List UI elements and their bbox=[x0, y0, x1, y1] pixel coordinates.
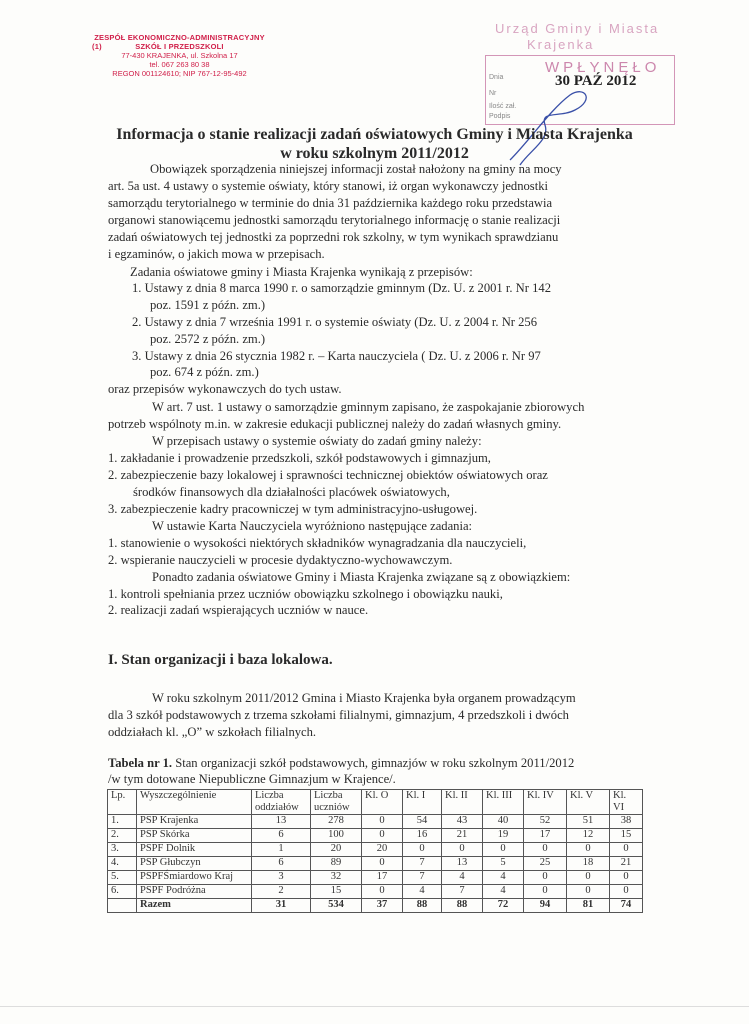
table-cell: 0 bbox=[362, 857, 403, 871]
col-header: Liczba oddziałów bbox=[252, 790, 311, 815]
table-cell: 3. bbox=[108, 843, 137, 857]
table-cell: 21 bbox=[442, 829, 483, 843]
law-item: 3. Ustawy z dnia 26 stycznia 1982 r. – Karta nauczyciela ( Dz. U. z 2006 r. Nr 97 bbox=[132, 349, 541, 363]
stamp-town: Krajenka bbox=[527, 37, 595, 52]
letterhead bbox=[92, 33, 267, 78]
table-cell: 0 bbox=[567, 843, 610, 857]
body-line: poz. 1591 z późn. zm.) bbox=[150, 298, 266, 312]
table-cell: 21 bbox=[610, 857, 643, 871]
table-cell: 4. bbox=[108, 857, 137, 871]
stamp-office: Urząd Gminy i Miasta bbox=[495, 21, 660, 36]
table-cell: 0 bbox=[362, 885, 403, 899]
task-item: 1. stanowienie o wysokości niektórych składników wynagradzania dla nauczycieli, bbox=[108, 536, 527, 550]
table-cell: 32 bbox=[311, 871, 362, 885]
col-header: Liczba uczniów bbox=[311, 790, 362, 815]
table-caption-line-2: /w tym dotowane Niepubliczne Gimnazjum w Krajence/. bbox=[108, 772, 396, 786]
body-line: potrzeb wspólnoty m.in. w zakresie edukacji publicznej należy do zadań własnych gminy. bbox=[108, 417, 562, 431]
table-cell: 0 bbox=[483, 843, 524, 857]
table-cell: 31 bbox=[252, 899, 311, 913]
body-line: oraz przepisów wykonawczych do tych ustaw. bbox=[108, 382, 342, 396]
table-cell: 17 bbox=[362, 871, 403, 885]
table-cell: 20 bbox=[362, 843, 403, 857]
stamp-received: WPŁYNĘŁO bbox=[545, 59, 661, 76]
table-cell: 0 bbox=[362, 829, 403, 843]
col-header: Kl. O bbox=[362, 790, 403, 815]
table-cell: 1 bbox=[252, 843, 311, 857]
letterhead-line-2: SZKÓŁ I PRZEDSZKOLI bbox=[135, 42, 224, 51]
table-cell: 0 bbox=[524, 871, 567, 885]
table-row bbox=[108, 829, 643, 843]
table-cell: 100 bbox=[311, 829, 362, 843]
table-cell: PSP Głubczyn bbox=[137, 857, 252, 871]
table-cell: 4 bbox=[483, 885, 524, 899]
body-line: W roku szkolnym 2011/2012 Gmina i Miasto Krajenka była organem prowadzącym bbox=[152, 691, 576, 705]
table-cell: 72 bbox=[483, 899, 524, 913]
table-cell: 2. bbox=[108, 829, 137, 843]
table-cell: 278 bbox=[311, 815, 362, 829]
stamp-date-label: Dnia bbox=[489, 74, 504, 81]
table-cell: 1. bbox=[108, 815, 137, 829]
table-row bbox=[108, 843, 643, 857]
body-line: zadań oświatowych tej jednostki za poprzedni rok szkolny, w tym wynikach sprawdzianu bbox=[108, 230, 559, 244]
table-cell: 15 bbox=[610, 829, 643, 843]
table-cell: PSPF Dolnik bbox=[137, 843, 252, 857]
task-item: 2. realizacji zadań wspierających uczniów w nauce. bbox=[108, 603, 369, 617]
table-cell: 0 bbox=[403, 843, 442, 857]
body-line: W przepisach ustawy o systemie oświaty do zadań gminy należy: bbox=[152, 434, 482, 448]
table-cell: 20 bbox=[311, 843, 362, 857]
body-line: W ustawie Karta Nauczyciela wyróżniono następujące zadania: bbox=[152, 519, 473, 533]
section-heading: I. Stan organizacji i baza lokalowa. bbox=[108, 652, 333, 668]
table-cell: 6. bbox=[108, 885, 137, 899]
table-cell: 13 bbox=[252, 815, 311, 829]
table-cell: 0 bbox=[567, 885, 610, 899]
col-header: Wyszczególnienie bbox=[137, 790, 252, 815]
table-cell bbox=[108, 899, 137, 913]
col-header: Kl. VI bbox=[610, 790, 643, 815]
table-cell: 37 bbox=[362, 899, 403, 913]
table-row bbox=[108, 885, 643, 899]
table-cell: 43 bbox=[442, 815, 483, 829]
table-cell: 0 bbox=[610, 871, 643, 885]
table-cell: 17 bbox=[524, 829, 567, 843]
table-cell: PSP Skórka bbox=[137, 829, 252, 843]
table-cell: PSPF Podróżna bbox=[137, 885, 252, 899]
body-line: Ponadto zadania oświatowe Gminy i Miasta Krajenka związane są z obowiązkiem: bbox=[152, 570, 571, 584]
col-header: Lp. bbox=[108, 790, 137, 815]
table-cell: 534 bbox=[311, 899, 362, 913]
table-row bbox=[108, 857, 643, 871]
table-cell: 0 bbox=[442, 843, 483, 857]
letterhead-line-4: tel. 067 263 80 38 bbox=[149, 60, 210, 69]
table-cell: 15 bbox=[311, 885, 362, 899]
table-cell: 89 bbox=[311, 857, 362, 871]
body-line: Obowiązek sporządzenia niniejszej informacji został nałożony na gminy na mocy bbox=[150, 162, 562, 176]
task-item: 1. zakładanie i prowadzenie przedszkoli, szkół podstawowych i gimnazjum, bbox=[108, 451, 491, 465]
letterhead-number: (1) bbox=[92, 42, 102, 51]
table-cell: 6 bbox=[252, 829, 311, 843]
table-caption-label: Tabela nr 1. bbox=[108, 756, 173, 770]
stamp-attachments-label: Ilość zał. bbox=[489, 103, 517, 110]
body-line: Zadania oświatowe gminy i Miasta Krajenka wynikają z przepisów: bbox=[130, 265, 473, 279]
table-cell: 7 bbox=[442, 885, 483, 899]
body-line: samorządu terytorialnego w terminie do dnia 31 października każdego roku przedstawia bbox=[108, 196, 553, 210]
page-bottom-rule bbox=[0, 1006, 749, 1007]
task-item: 2. wspieranie nauczycieli w procesie dydaktyczno-wychowawczym. bbox=[108, 553, 453, 567]
body-line: poz. 2572 z późn. zm.) bbox=[150, 332, 266, 346]
table-cell: 94 bbox=[524, 899, 567, 913]
table-cell: 81 bbox=[567, 899, 610, 913]
body-line: dla 3 szkół podstawowych z trzema szkołami filialnymi, gimnazjum, 4 przedszkoli i dwóch bbox=[108, 708, 569, 722]
body-line: oddziałach kl. „O” w szkołach filialnych. bbox=[108, 725, 317, 739]
table-row bbox=[108, 871, 643, 885]
table-cell: 88 bbox=[442, 899, 483, 913]
table-cell: Razem bbox=[137, 899, 252, 913]
table-cell: 0 bbox=[610, 843, 643, 857]
col-header: Kl. III bbox=[483, 790, 524, 815]
table-header-row bbox=[108, 790, 643, 815]
body-line: środków finansowych dla działalności placówek oświatowych, bbox=[133, 485, 450, 499]
body-line: W art. 7 ust. 1 ustawy o samorządzie gminnym zapisano, że zaspokajanie zbiorowych bbox=[152, 400, 585, 414]
table-cell: 5. bbox=[108, 871, 137, 885]
body-line: i egzaminów, o jakich mowa w przepisach. bbox=[108, 247, 325, 261]
col-header: Kl. II bbox=[442, 790, 483, 815]
letterhead-line-3: 77-430 KRAJENKA, ul. Szkolna 17 bbox=[121, 51, 238, 60]
table-cell: 40 bbox=[483, 815, 524, 829]
body-line: organowi stanowiącemu jednostki samorządu terytorialnego informację o stanie realizacji bbox=[108, 213, 561, 227]
col-header: Kl. IV bbox=[524, 790, 567, 815]
task-item: 2. zabezpieczenie bazy lokalowej i sprawności technicznej obiektów oświatowych oraz bbox=[108, 468, 548, 482]
stamp-date: 30 PAŹ 2012 bbox=[555, 73, 637, 89]
table-cell: 54 bbox=[403, 815, 442, 829]
table-cell: 0 bbox=[524, 843, 567, 857]
table-cell: 52 bbox=[524, 815, 567, 829]
school-organization-table bbox=[107, 789, 643, 913]
table-cell: 3 bbox=[252, 871, 311, 885]
table-cell: 4 bbox=[403, 885, 442, 899]
stamp-number-label: Nr bbox=[489, 90, 497, 97]
table-total-row bbox=[108, 899, 643, 913]
table-cell: 16 bbox=[403, 829, 442, 843]
table-cell: 13 bbox=[442, 857, 483, 871]
body-line: poz. 674 z późn. zm.) bbox=[150, 365, 259, 379]
table-row bbox=[108, 815, 643, 829]
table-cell: 4 bbox=[442, 871, 483, 885]
letterhead-line-1: ZESPÓŁ EKONOMICZNO-ADMINISTRACYJNY bbox=[94, 33, 265, 42]
table-caption bbox=[108, 755, 574, 772]
table-cell: 0 bbox=[567, 871, 610, 885]
table-cell: 7 bbox=[403, 871, 442, 885]
table-cell: 0 bbox=[362, 815, 403, 829]
table-cell: 18 bbox=[567, 857, 610, 871]
table-cell: 25 bbox=[524, 857, 567, 871]
document-title bbox=[0, 125, 749, 163]
col-header: Kl. I bbox=[403, 790, 442, 815]
table-cell: 0 bbox=[610, 885, 643, 899]
table-cell: 12 bbox=[567, 829, 610, 843]
table-cell: 7 bbox=[403, 857, 442, 871]
table-cell: 4 bbox=[483, 871, 524, 885]
table-cell: 51 bbox=[567, 815, 610, 829]
table-cell: 88 bbox=[403, 899, 442, 913]
table-cell: 74 bbox=[610, 899, 643, 913]
table-cell: 38 bbox=[610, 815, 643, 829]
body-line: art. 5a ust. 4 ustawy o systemie oświaty, który stanowi, iż organ wykonawczy jednostki bbox=[108, 179, 549, 193]
table-cell: 0 bbox=[524, 885, 567, 899]
table-cell: 2 bbox=[252, 885, 311, 899]
letterhead-line-5: REGON 001124610; NIP 767-12-95-492 bbox=[112, 69, 247, 78]
table-cell: 5 bbox=[483, 857, 524, 871]
title-line-2: w roku szkolnym 2011/2012 bbox=[280, 145, 469, 162]
task-item: 3. zabezpieczenie kadry pracowniczej w tym administracyjno-usługowej. bbox=[108, 502, 478, 516]
table-caption-text: Stan organizacji szkół podstawowych, gimnazjów w roku szkolnym 2011/2012 bbox=[172, 756, 575, 770]
task-item: 1. kontroli spełniania przez uczniów obowiązku szkolnego i obowiązku nauki, bbox=[108, 587, 503, 601]
stamp-signature-label: Podpis bbox=[489, 113, 511, 120]
law-item: 2. Ustawy z dnia 7 września 1991 r. o systemie oświaty (Dz. U. z 2004 r. Nr 256 bbox=[132, 315, 538, 329]
law-item: 1. Ustawy z dnia 8 marca 1990 r. o samorządzie gminnym (Dz. U. z 2001 r. Nr 142 bbox=[132, 281, 551, 295]
col-header: Kl. V bbox=[567, 790, 610, 815]
table-cell: PSP Krajenka bbox=[137, 815, 252, 829]
table-cell: 6 bbox=[252, 857, 311, 871]
table-cell: PSPFŚmiardowo Kraj bbox=[137, 871, 252, 885]
table-cell: 19 bbox=[483, 829, 524, 843]
title-line-1: Informacja o stanie realizacji zadań oświatowych Gminy i Miasta Krajenka bbox=[116, 126, 633, 143]
